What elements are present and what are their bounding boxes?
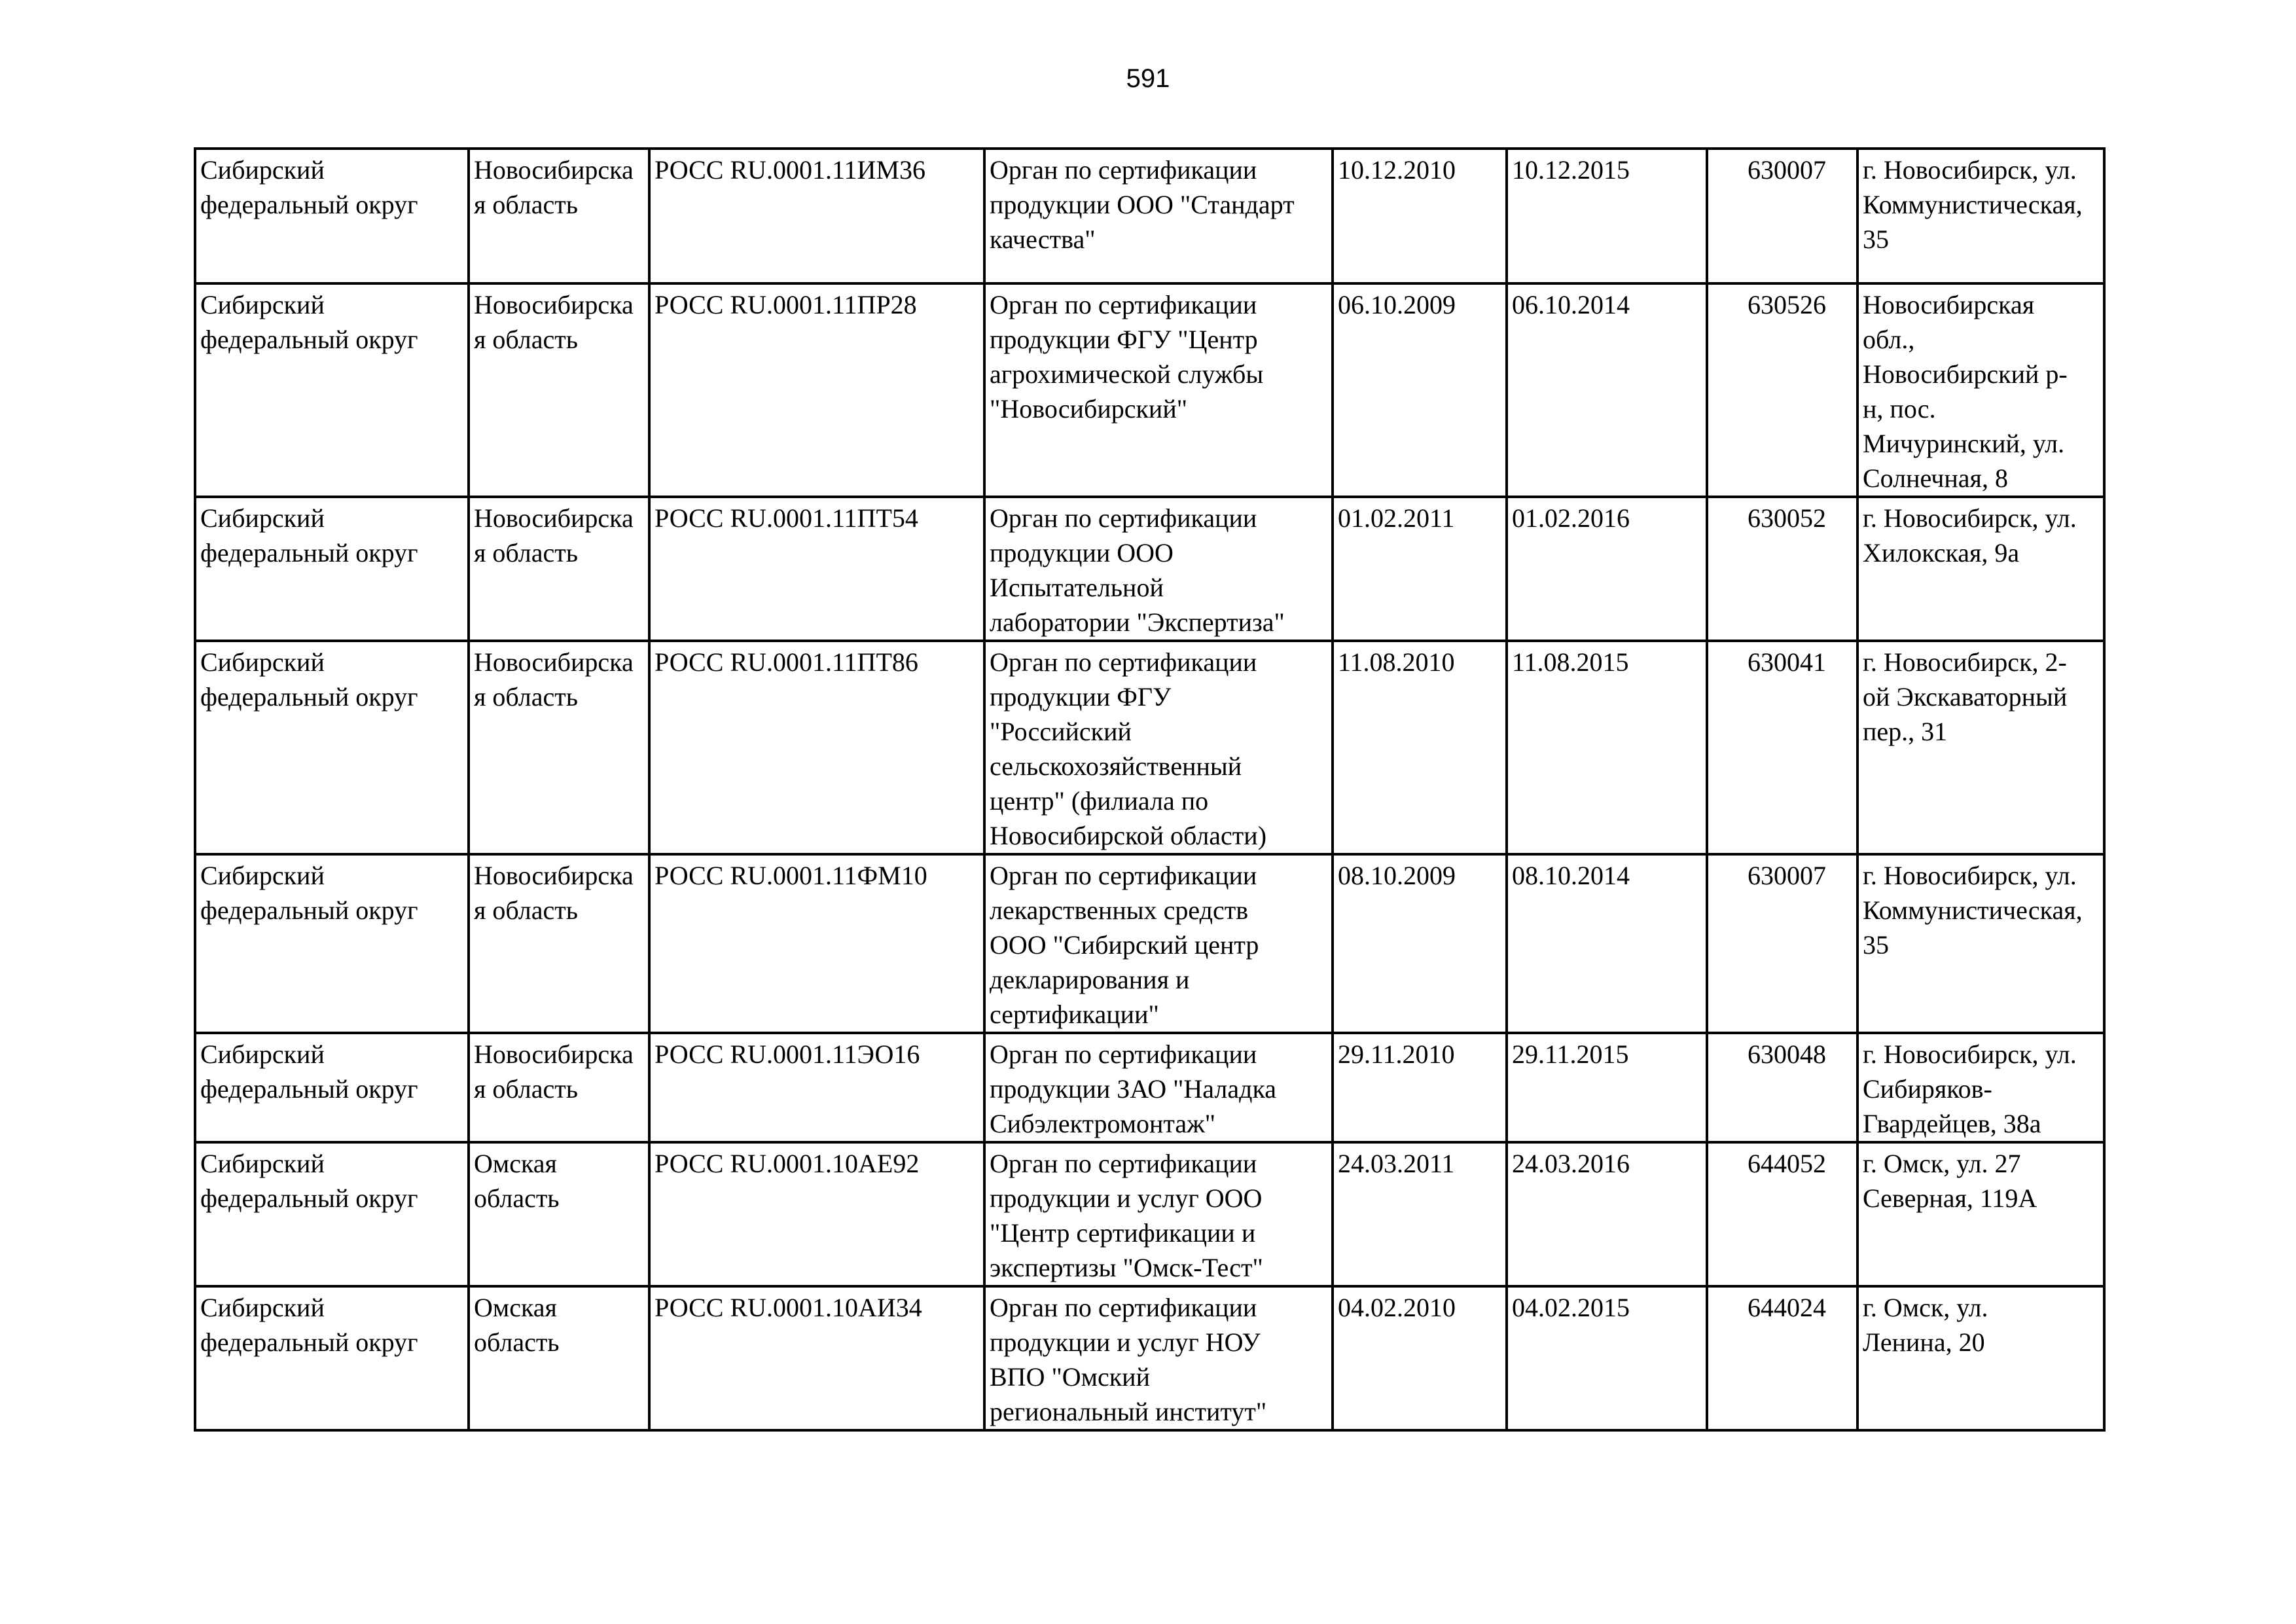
district-cell: Сибирский федеральный округ [195, 283, 469, 497]
address-cell: г. Новосибирск, ул. Коммунистическая, 35 [1857, 854, 2104, 1033]
organization-cell: Орган по сертификации продукции ФГУ "Центр агрохимической службы "Новосибирский" [984, 283, 1333, 497]
date-to-cell: 06.10.2014 [1507, 283, 1707, 497]
district-cell: Сибирский федеральный округ [195, 1142, 469, 1286]
organization-cell: Орган по сертификации продукции ФГУ "Российский сельскохозяйственный центр" (филиала по Новосибирской области) [984, 641, 1333, 854]
date-from-cell: 01.02.2011 [1333, 497, 1507, 641]
table-row [195, 854, 2104, 1033]
postal-code-cell: 630007 [1707, 149, 1857, 283]
registration-number-cell: РОСС RU.0001.11ЭО16 [649, 1033, 984, 1142]
organization-cell: Орган по сертификации продукции и услуг НОУ ВПО "Омский региональный институт" [984, 1286, 1333, 1430]
district-cell: Сибирский федеральный округ [195, 1033, 469, 1142]
district-cell: Сибирский федеральный округ [195, 149, 469, 283]
date-from-cell: 08.10.2009 [1333, 854, 1507, 1033]
region-cell: Омская область [469, 1286, 649, 1430]
organization-cell: Орган по сертификации продукции и услуг ООО "Центр сертификации и экспертизы "Омск-Тест" [984, 1142, 1333, 1286]
registration-number-cell: РОСС RU.0001.10АИ34 [649, 1286, 984, 1430]
address-cell: г. Новосибирск, 2- ой Экскаваторный пер., 31 [1857, 641, 2104, 854]
postal-code-cell: 630048 [1707, 1033, 1857, 1142]
postal-code-cell: 644024 [1707, 1286, 1857, 1430]
date-from-cell: 24.03.2011 [1333, 1142, 1507, 1286]
registration-number-cell: РОСС RU.0001.11ПТ86 [649, 641, 984, 854]
date-from-cell: 10.12.2010 [1333, 149, 1507, 283]
date-from-cell: 29.11.2010 [1333, 1033, 1507, 1142]
postal-code-cell: 630052 [1707, 497, 1857, 641]
table-row [195, 1033, 2104, 1142]
page-number: 591 [1126, 64, 1170, 93]
date-to-cell: 04.02.2015 [1507, 1286, 1707, 1430]
registration-number-cell: РОСС RU.0001.11ПТ54 [649, 497, 984, 641]
region-cell: Новосибирска я область [469, 497, 649, 641]
postal-code-cell: 644052 [1707, 1142, 1857, 1286]
district-cell: Сибирский федеральный округ [195, 497, 469, 641]
region-cell: Новосибирска я область [469, 1033, 649, 1142]
date-from-cell: 11.08.2010 [1333, 641, 1507, 854]
table-row [195, 1286, 2104, 1430]
table-row [195, 497, 2104, 641]
date-to-cell: 11.08.2015 [1507, 641, 1707, 854]
postal-code-cell: 630526 [1707, 283, 1857, 497]
date-to-cell: 29.11.2015 [1507, 1033, 1707, 1142]
district-cell: Сибирский федеральный округ [195, 641, 469, 854]
district-cell: Сибирский федеральный округ [195, 1286, 469, 1430]
certification-bodies-table [194, 147, 2106, 1432]
organization-cell: Орган по сертификации продукции ЗАО "Наладка Сибэлектромонтаж" [984, 1033, 1333, 1142]
organization-cell: Орган по сертификации продукции ООО Испытательной лаборатории "Экспертиза" [984, 497, 1333, 641]
address-cell: г. Новосибирск, ул. Хилокская, 9а [1857, 497, 2104, 641]
organization-cell: Орган по сертификации продукции ООО "Стандарт качества" [984, 149, 1333, 283]
address-cell: г. Омск, ул. 27 Северная, 119А [1857, 1142, 2104, 1286]
registration-number-cell: РОСС RU.0001.11ФМ10 [649, 854, 984, 1033]
address-cell: Новосибирская обл., Новосибирский р- н, пос. Мичуринский, ул. Солнечная, 8 [1857, 283, 2104, 497]
table-row [195, 1142, 2104, 1286]
table-row [195, 283, 2104, 497]
date-to-cell: 24.03.2016 [1507, 1142, 1707, 1286]
region-cell: Новосибирска я область [469, 283, 649, 497]
postal-code-cell: 630007 [1707, 854, 1857, 1033]
date-to-cell: 10.12.2015 [1507, 149, 1707, 283]
date-to-cell: 08.10.2014 [1507, 854, 1707, 1033]
region-cell: Омская область [469, 1142, 649, 1286]
address-cell: г. Омск, ул. Ленина, 20 [1857, 1286, 2104, 1430]
registration-number-cell: РОСС RU.0001.11ПР28 [649, 283, 984, 497]
address-cell: г. Новосибирск, ул. Коммунистическая, 35 [1857, 149, 2104, 283]
region-cell: Новосибирска я область [469, 641, 649, 854]
table-row [195, 641, 2104, 854]
region-cell: Новосибирска я область [469, 149, 649, 283]
date-to-cell: 01.02.2016 [1507, 497, 1707, 641]
organization-cell: Орган по сертификации лекарственных средств ООО "Сибирский центр декларирования и сертификации" [984, 854, 1333, 1033]
region-cell: Новосибирска я область [469, 854, 649, 1033]
registration-number-cell: РОСС RU.0001.11ИМ36 [649, 149, 984, 283]
date-from-cell: 06.10.2009 [1333, 283, 1507, 497]
table-row [195, 149, 2104, 283]
date-from-cell: 04.02.2010 [1333, 1286, 1507, 1430]
postal-code-cell: 630041 [1707, 641, 1857, 854]
registration-number-cell: РОСС RU.0001.10АЕ92 [649, 1142, 984, 1286]
district-cell: Сибирский федеральный округ [195, 854, 469, 1033]
address-cell: г. Новосибирск, ул. Сибиряков- Гвардейцев, 38а [1857, 1033, 2104, 1142]
